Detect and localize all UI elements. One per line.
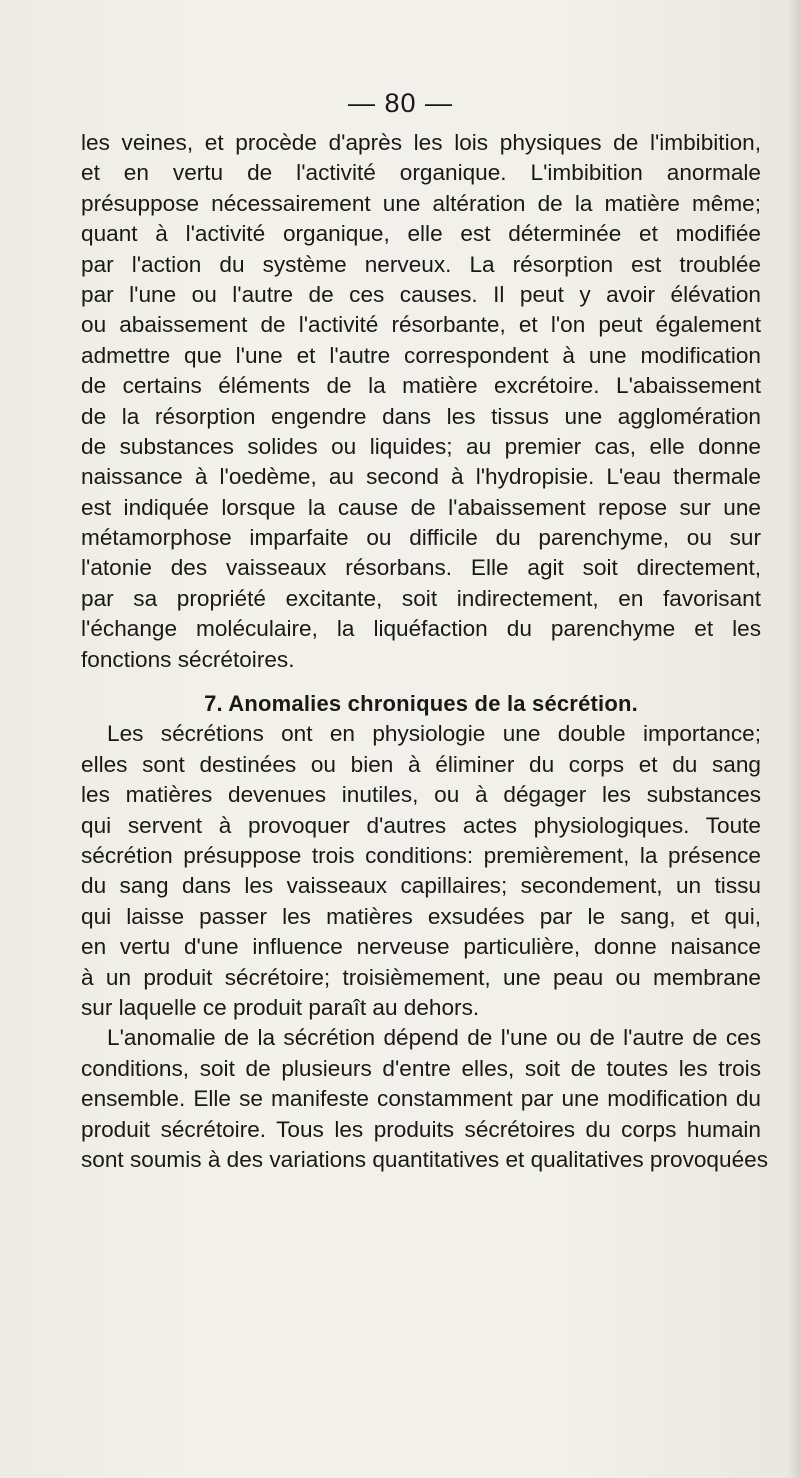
page-number: — 80 — (347, 88, 454, 118)
text-line: présuppose nécessairement une altération de la matière même; (81, 190, 761, 216)
paragraph-1 (81, 128, 761, 675)
body-text (81, 128, 768, 1175)
text-line: à un produit sécrétoire; troisièmement, une peau ou membrane (81, 964, 761, 990)
text-line: produit sécrétoire. Tous les produits sécrétoires du corps humain (81, 1116, 761, 1142)
text-line: et en vertu de l'activité organique. L'imbibition anormale (81, 160, 761, 186)
page-edge-shadow (787, 0, 801, 1478)
text-line: admettre que l'une et l'autre correspondent à une modification (81, 342, 761, 368)
text-line: naissance à l'oedème, au second à l'hydropisie. L'eau thermale (81, 464, 761, 490)
text-line: quant à l'activité organique, elle est déterminée et modifiée (81, 221, 761, 247)
text-line: conditions, soit de plusieurs d'entre elles, soit de toutes les trois (81, 1055, 761, 1081)
text-line: en vertu d'une influence nerveuse particulière, donne naisance (81, 934, 761, 960)
text-line: de substances solides ou liquides; au premier cas, elle donne (81, 433, 761, 459)
text-line: sur laquelle ce produit paraît au dehors. (81, 994, 480, 1020)
text-line: L'anomalie de la sécrétion dépend de l'une ou de l'autre de ces (107, 1025, 761, 1051)
text-line: elles sont destinées ou bien à éliminer du corps et du sang (81, 751, 761, 777)
text-line: qui servent à provoquer d'autres actes physiologiques. Toute (81, 812, 761, 838)
text-line: sécrétion présuppose trois conditions: premièrement, la présence (81, 842, 761, 868)
text-line: par l'action du système nerveux. La résorption est troublée (81, 251, 761, 277)
paragraph-3 (81, 1023, 768, 1175)
text-line: l'atonie des vaisseaux résorbans. Elle agit soit directement, (81, 555, 761, 581)
section-heading: 7. Anomalies chroniques de la sécrétion. (204, 691, 638, 717)
text-line: ensemble. Elle se manifeste constamment par une modification du (81, 1086, 761, 1112)
text-line: de la résorption engendre dans les tissus une agglomération (81, 403, 761, 429)
text-line: Les sécrétions ont en physiologie une double importance; (107, 721, 761, 747)
text-line: sont soumis à des variations quantitatives et qualitatives provoquées (81, 1146, 768, 1172)
text-line: fonctions sécrétoires. (81, 646, 295, 672)
text-line: les matières devenues inutiles, ou à dégager les substances (81, 782, 761, 808)
text-line: par l'une ou l'autre de ces causes. Il peut y avoir élévation (81, 281, 761, 307)
text-line: l'échange moléculaire, la liquéfaction du parenchyme et les (81, 616, 761, 642)
text-line: de certains éléments de la matière excrétoire. L'abaissement (81, 373, 761, 399)
paragraph-2 (81, 719, 761, 1023)
text-line: est indiquée lorsque la cause de l'abaissement repose sur une (81, 494, 761, 520)
text-line: par sa propriété excitante, soit indirectement, en favorisant (81, 585, 761, 611)
text-line: métamorphose imparfaite ou difficile du parenchyme, ou sur (81, 525, 761, 551)
text-line: du sang dans les vaisseaux capillaires; secondement, un tissu (81, 873, 761, 899)
text-line: ou abaissement de l'activité résorbante, et l'on peut également (81, 312, 761, 338)
text-line: qui laisse passer les matières exsudées par le sang, et qui, (81, 903, 761, 929)
text-line: les veines, et procède d'après les lois physiques de l'imbibition, (81, 130, 761, 155)
